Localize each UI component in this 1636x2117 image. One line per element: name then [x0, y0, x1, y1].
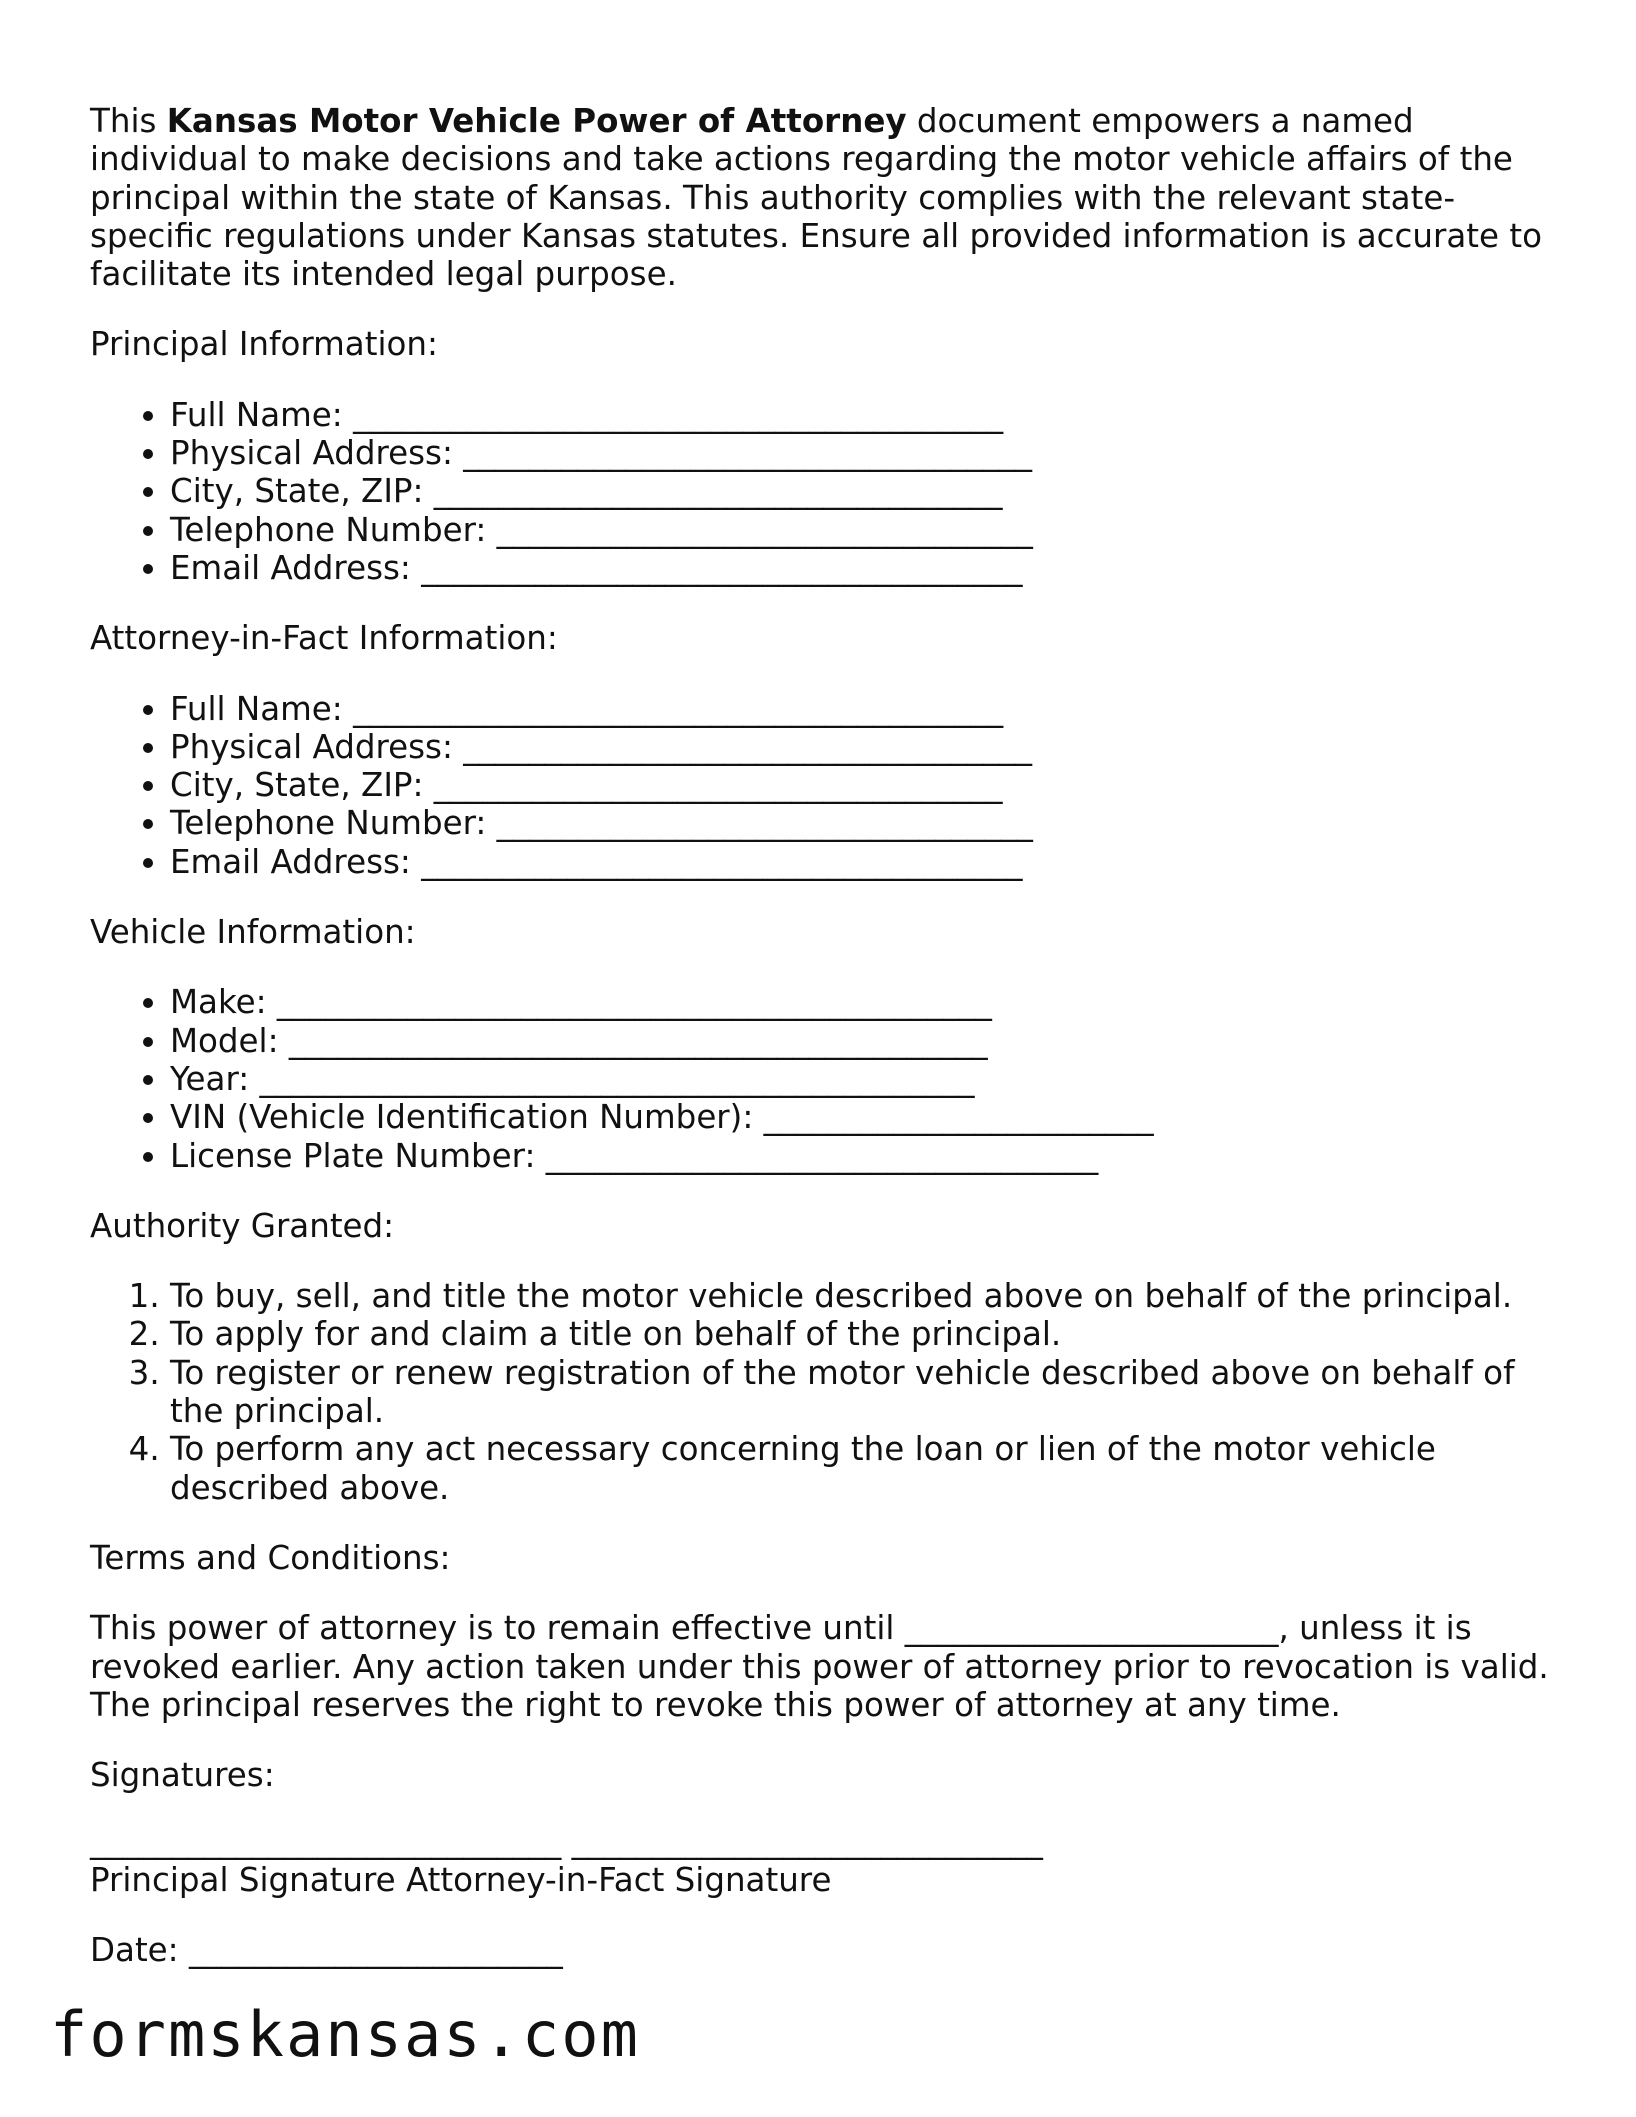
terms-heading: Terms and Conditions:	[90, 1538, 451, 1577]
document-title: Kansas Motor Vehicle Power of Attorney	[166, 102, 907, 140]
principal-city-state-zip-field[interactable]: • City, State, ZIP: ___________________________________	[170, 472, 1570, 510]
vehicle-make-field[interactable]: • Make: ____________________________________________	[170, 983, 1570, 1021]
intro-prefix: This	[90, 102, 167, 140]
principal-telephone-field[interactable]: • Telephone Number: _________________________________	[170, 511, 1570, 549]
authority-item: 3. To register or renew registration of the motor vehicle described above on behalf of the principal.	[170, 1354, 1570, 1431]
attorney-fields	[90, 690, 1570, 881]
authority-item: 1. To buy, sell, and title the motor vehicle described above on behalf of the principal.	[170, 1277, 1570, 1315]
site-watermark-logo: formskansas.com	[50, 1998, 640, 2071]
vehicle-heading: Vehicle Information:	[90, 913, 416, 952]
principal-fields	[90, 396, 1570, 587]
attorney-address-field[interactable]: • Physical Address: ___________________________________	[170, 728, 1570, 766]
vehicle-year-field[interactable]: • Year: ____________________________________________	[170, 1060, 1570, 1098]
attorney-telephone-field[interactable]: • Telephone Number: _________________________________	[170, 804, 1570, 842]
signature-lines[interactable]: _____________________________ _____________________________	[90, 1822, 1043, 1861]
authority-heading: Authority Granted:	[90, 1206, 395, 1245]
vehicle-model-field[interactable]: • Model: ___________________________________________	[170, 1022, 1570, 1060]
authority-list	[90, 1277, 1570, 1507]
intro-text: document empowers a named individual to make decisions and take actions regarding the motor vehicle affairs of the principal within the state of Kansas. This authority complies with the relevant state-specific regulations under Kansas statutes. Ensure all provided information is accurate to facilitate its intended legal purpose.	[90, 102, 1542, 294]
document-body	[90, 102, 1570, 1969]
attorney-email-field[interactable]: • Email Address: _____________________________________	[170, 843, 1570, 881]
intro-paragraph	[90, 102, 1570, 293]
attorney-full-name-field[interactable]: • Full Name: ________________________________________	[170, 690, 1570, 728]
signature-labels: Principal Signature Attorney-in-Fact Signature	[90, 1860, 832, 1899]
principal-address-field[interactable]: • Physical Address: ___________________________________	[170, 434, 1570, 472]
signatures-heading: Signatures:	[90, 1756, 275, 1795]
principal-email-field[interactable]: • Email Address: _____________________________________	[170, 549, 1570, 587]
attorney-city-state-zip-field[interactable]: • City, State, ZIP: ___________________________________	[170, 766, 1570, 804]
attorney-heading: Attorney-in-Fact Information:	[90, 619, 558, 658]
principal-heading: Principal Information:	[90, 325, 438, 364]
vehicle-fields	[90, 983, 1570, 1174]
date-field[interactable]: Date: _______________________	[90, 1930, 563, 1969]
vehicle-license-plate-field[interactable]: • License Plate Number: __________________________________	[170, 1137, 1570, 1175]
terms-paragraph: This power of attorney is to remain effective until _______________________, unless it is revoked earlier. Any action taken under this power of attorney prior to revocation is valid. The principal reserves the right to revoke this power of attorney at any time.	[90, 1609, 1549, 1724]
authority-item: 4. To perform any act necessary concerning the loan or lien of the motor vehicle described above.	[170, 1430, 1570, 1507]
authority-item: 2. To apply for and claim a title on behalf of the principal.	[170, 1315, 1570, 1353]
principal-full-name-field[interactable]: • Full Name: ________________________________________	[170, 396, 1570, 434]
vehicle-vin-field[interactable]: • VIN (Vehicle Identification Number): ________________________	[170, 1098, 1570, 1136]
